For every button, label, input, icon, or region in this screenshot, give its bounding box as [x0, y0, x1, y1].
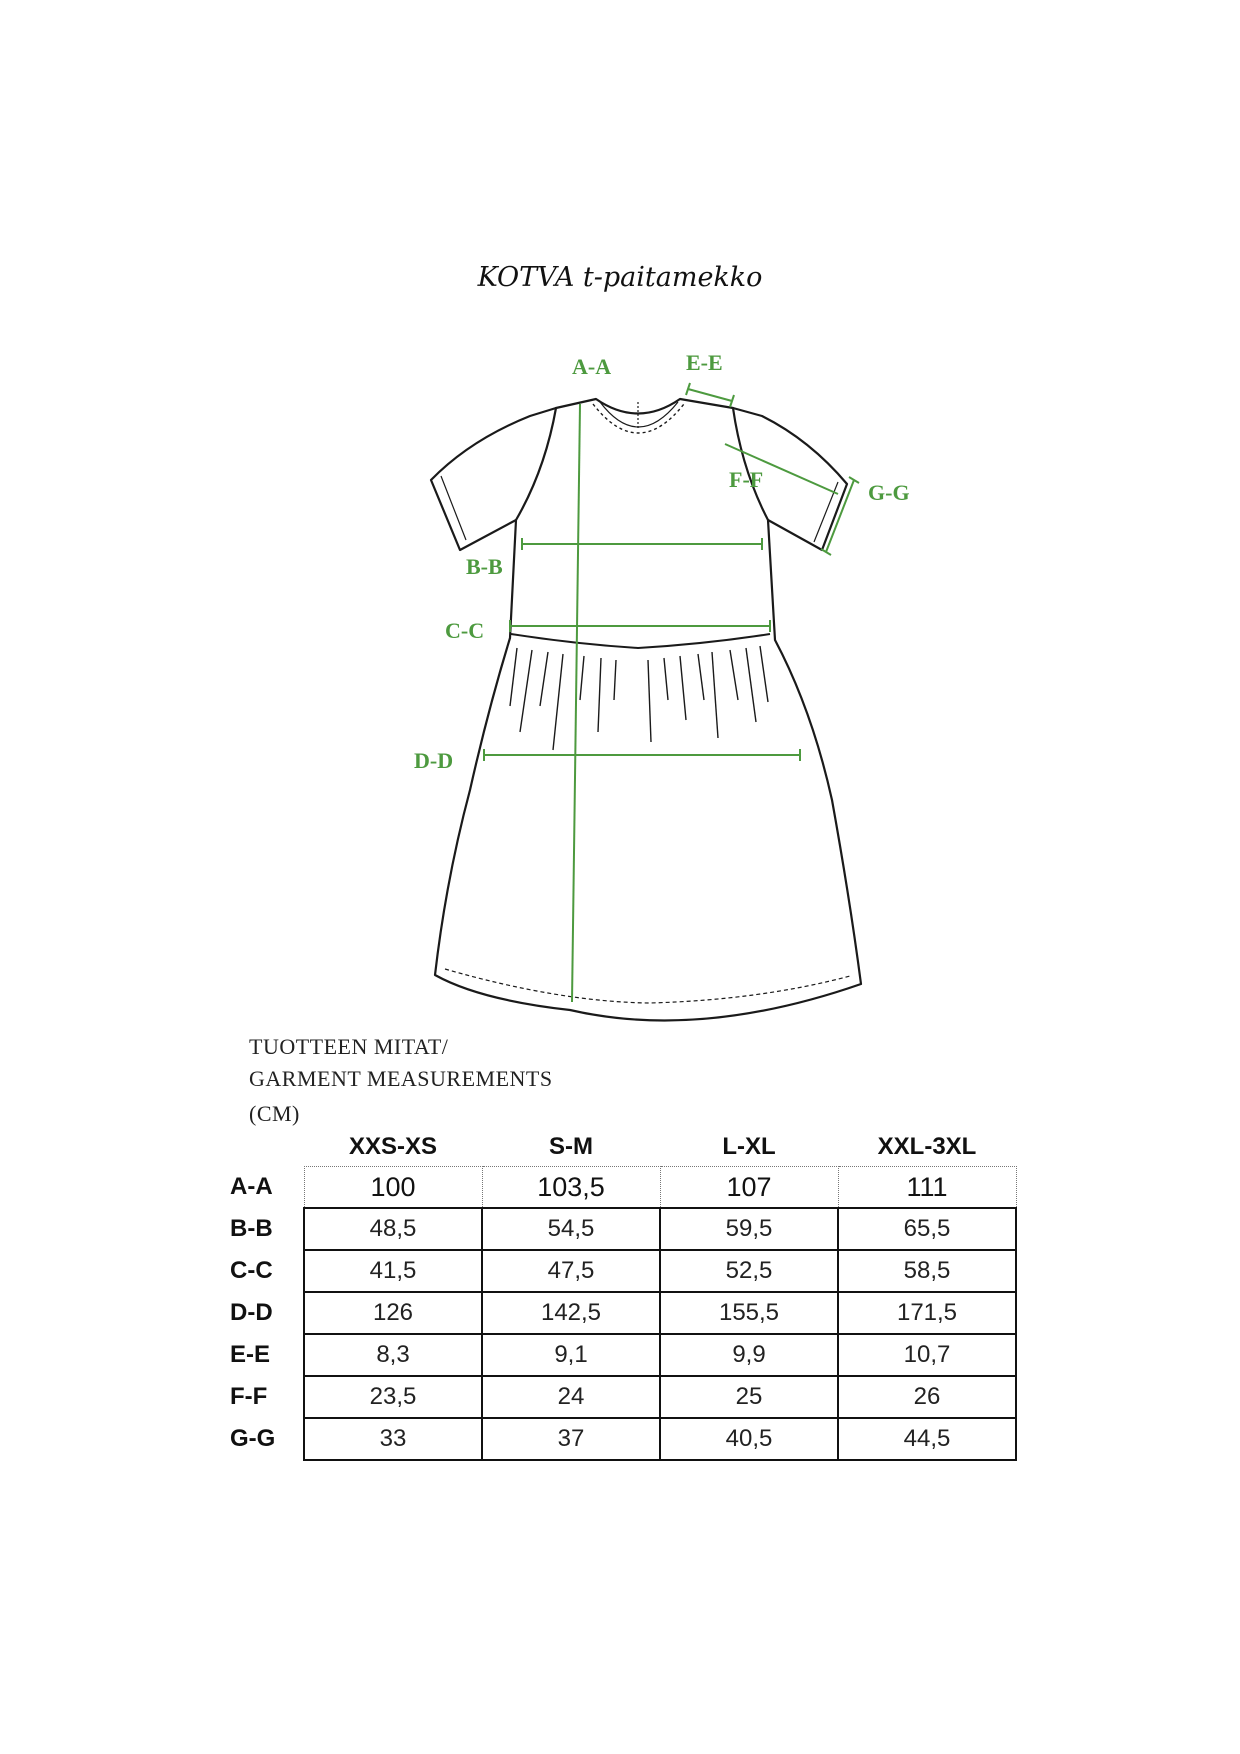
table-cell: 26 — [838, 1376, 1016, 1418]
table-corner — [230, 1128, 304, 1167]
label-dd: D-D — [414, 748, 454, 773]
table-cell: 48,5 — [304, 1208, 482, 1250]
row-header: A-A — [230, 1173, 273, 1201]
table-cell: 25 — [660, 1376, 838, 1418]
column-header: XXS-XS — [348, 1133, 438, 1160]
table-cell: 58,5 — [838, 1250, 1016, 1292]
table-cell: 126 — [304, 1292, 482, 1334]
label-aa: A-A — [572, 354, 612, 379]
row-header: G-G — [230, 1425, 276, 1452]
table-cell: 142,5 — [482, 1292, 660, 1334]
page-title: KOTVA t-paitamekko — [477, 262, 763, 293]
table-header-row — [230, 1128, 1016, 1167]
table-cell: 9,9 — [660, 1334, 838, 1376]
table-row — [230, 1418, 1016, 1460]
table-cell: 47,5 — [482, 1250, 660, 1292]
table-cell: 8,3 — [304, 1334, 482, 1376]
table-row — [230, 1167, 1016, 1209]
table-cell: 23,5 — [304, 1376, 482, 1418]
column-header: XXL-3XL — [877, 1133, 977, 1160]
table-cell: 54,5 — [482, 1208, 660, 1250]
measurements-table — [230, 1128, 1017, 1461]
dress-details — [445, 402, 850, 1003]
table-row — [230, 1250, 1016, 1292]
table-cell: 37 — [482, 1418, 660, 1460]
table-row — [230, 1334, 1016, 1376]
table-cell: 10,7 — [838, 1334, 1016, 1376]
table-cell: 44,5 — [838, 1418, 1016, 1460]
table-cell: 40,5 — [660, 1418, 838, 1460]
row-header: F-F — [230, 1383, 268, 1410]
table-cell: 41,5 — [304, 1250, 482, 1292]
table-row — [230, 1292, 1016, 1334]
row-header: E-E — [230, 1341, 271, 1368]
table-cell: 100 — [304, 1167, 482, 1209]
column-header: L-XL — [722, 1133, 776, 1160]
table-cell: 65,5 — [838, 1208, 1016, 1250]
table-cell: 9,1 — [482, 1334, 660, 1376]
table-cell: 52,5 — [660, 1250, 838, 1292]
table-cell: 171,5 — [838, 1292, 1016, 1334]
label-gg: G-G — [868, 480, 910, 505]
table-cell: 24 — [482, 1376, 660, 1418]
table-cell: 59,5 — [660, 1208, 838, 1250]
row-header: D-D — [230, 1299, 273, 1326]
table-cell: 155,5 — [660, 1292, 838, 1334]
label-ee: E-E — [686, 350, 723, 375]
label-ff: F-F — [729, 467, 764, 492]
table-row — [230, 1208, 1016, 1250]
column-header: S-M — [549, 1133, 593, 1160]
measurements-heading-line2: GARMENT MEASUREMENTS — [249, 1066, 553, 1091]
measurements-heading-units: (CM) — [249, 1101, 300, 1126]
measure-line-ee — [688, 389, 732, 401]
measure-line-aa — [572, 404, 580, 1002]
table-cell: 111 — [838, 1167, 1016, 1209]
table-cell: 107 — [660, 1167, 838, 1209]
table-cell: 33 — [304, 1418, 482, 1460]
measurements-heading-line1: TUOTTEEN MITAT/ — [249, 1034, 449, 1059]
row-header: B-B — [230, 1215, 273, 1242]
measurement-lines — [484, 383, 859, 1002]
label-cc: C-C — [445, 618, 485, 643]
table-row — [230, 1376, 1016, 1418]
table-cell: 103,5 — [482, 1167, 660, 1209]
label-bb: B-B — [466, 554, 503, 579]
row-header: C-C — [230, 1257, 273, 1284]
dress-outline — [431, 399, 861, 1020]
